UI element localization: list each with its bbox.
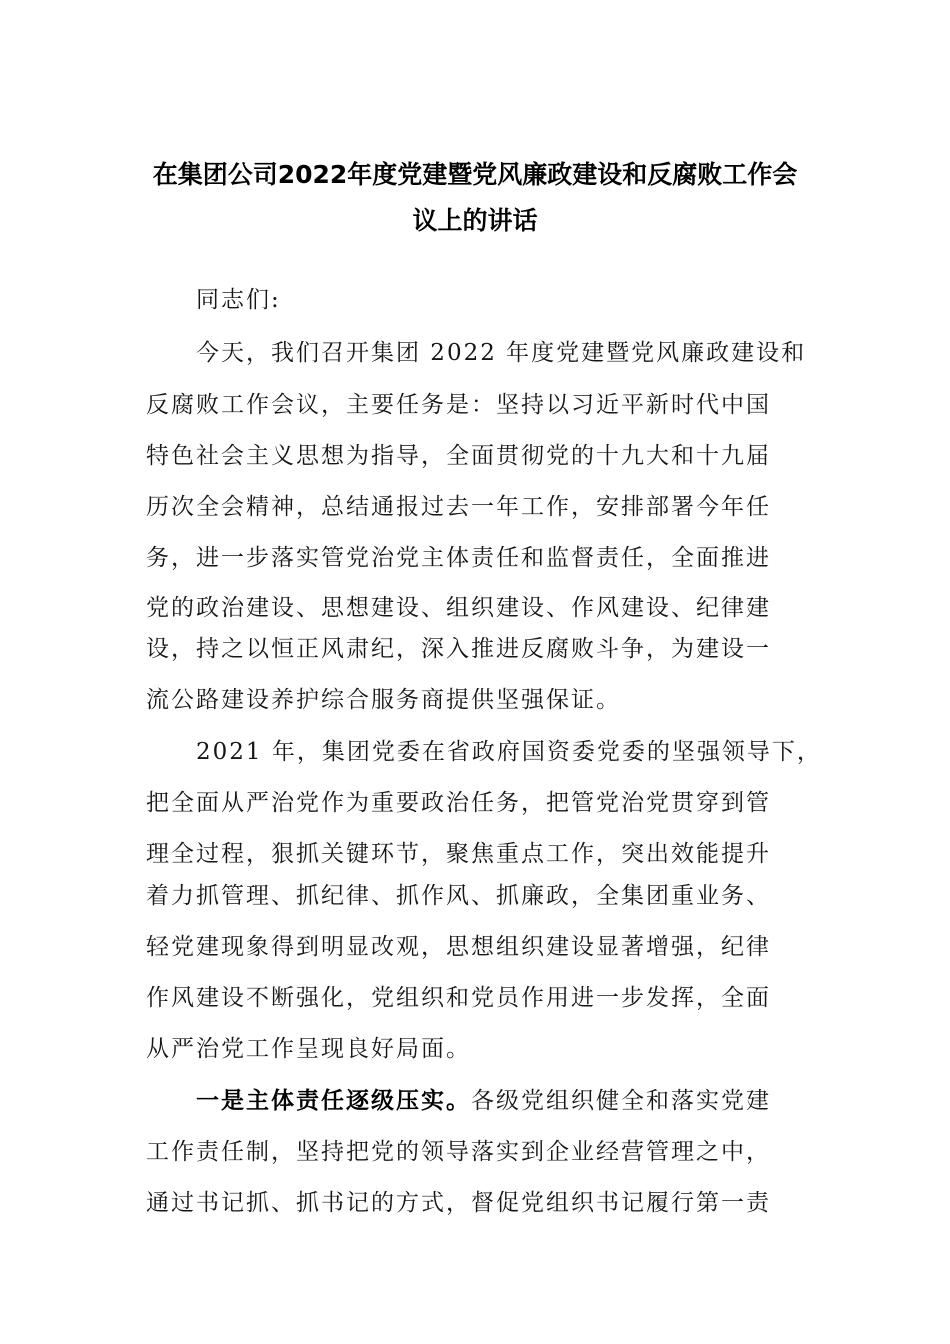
document-title-line-1: 在集团公司2022年度党建暨党风廉政建设和反腐败工作会 xyxy=(152,160,798,189)
paragraph-3-line: 工作责任制，坚持把党的领导落实到企业经营管理之中， xyxy=(146,1139,771,1165)
paragraph-1-line: 历次全会精神，总结通报过去一年工作，安排部署今年任 xyxy=(146,494,771,520)
paragraph-2-line: 作风建设不断强化，党组织和党员作用进一步发挥，全面 xyxy=(146,985,771,1011)
paragraph-2-line: 着力抓管理、抓纪律、抓作风、抓廉政，全集团重业务、 xyxy=(146,883,771,909)
paragraph-3-first-line-rest: 各级党组织健全和落实党建 xyxy=(471,1088,771,1114)
paragraph-3-bold-lead: 一是主体责任逐级压实。 xyxy=(196,1088,471,1114)
paragraph-1-line: 务，进一步落实管党治党主体责任和监督责任，全面推进 xyxy=(146,545,771,571)
paragraph-2-line: 理全过程，狠抓关键环节，聚焦重点工作，突出效能提升 xyxy=(146,841,771,867)
paragraph-1-line: 设，持之以恒正风肃纪，深入推进反腐败斗争，为建设一 xyxy=(146,636,771,662)
paragraph-2-line: 轻党建现象得到明显改观，思想组织建设显著增强，纪律 xyxy=(146,934,771,960)
paragraph-3-line: 通过书记抓、抓书记的方式，督促党组织书记履行第一责 xyxy=(146,1190,771,1216)
paragraph-1-line: 反腐败工作会议，主要任务是：坚持以习近平新时代中国 xyxy=(146,392,771,418)
paragraph-3-first-line xyxy=(196,1085,771,1117)
paragraph-1-line: 党的政治建设、思想建设、组织建设、作风建设、纪律建 xyxy=(146,595,771,621)
paragraph-1-line: 流公路建设养护综合服务商提供坚强保证。 xyxy=(146,687,621,713)
paragraph-2-line: 2021 年，集团党委在省政府国资委党委的坚强领导下， xyxy=(196,739,822,765)
salutation: 同志们: xyxy=(196,287,281,313)
paragraph-1-line: 特色社会主义思想为指导，全面贯彻党的十九大和十九届 xyxy=(146,443,771,469)
paragraph-2-line: 从严治党工作呈现良好局面。 xyxy=(146,1036,471,1062)
paragraph-2-line: 把全面从严治党作为重要政治任务，把管党治党贯穿到管 xyxy=(146,790,771,816)
document-title-line-2: 议上的讲话 xyxy=(412,206,538,235)
paragraph-1-line: 今天，我们召开集团 2022 年度党建暨党风廉政建设和 xyxy=(196,340,807,366)
